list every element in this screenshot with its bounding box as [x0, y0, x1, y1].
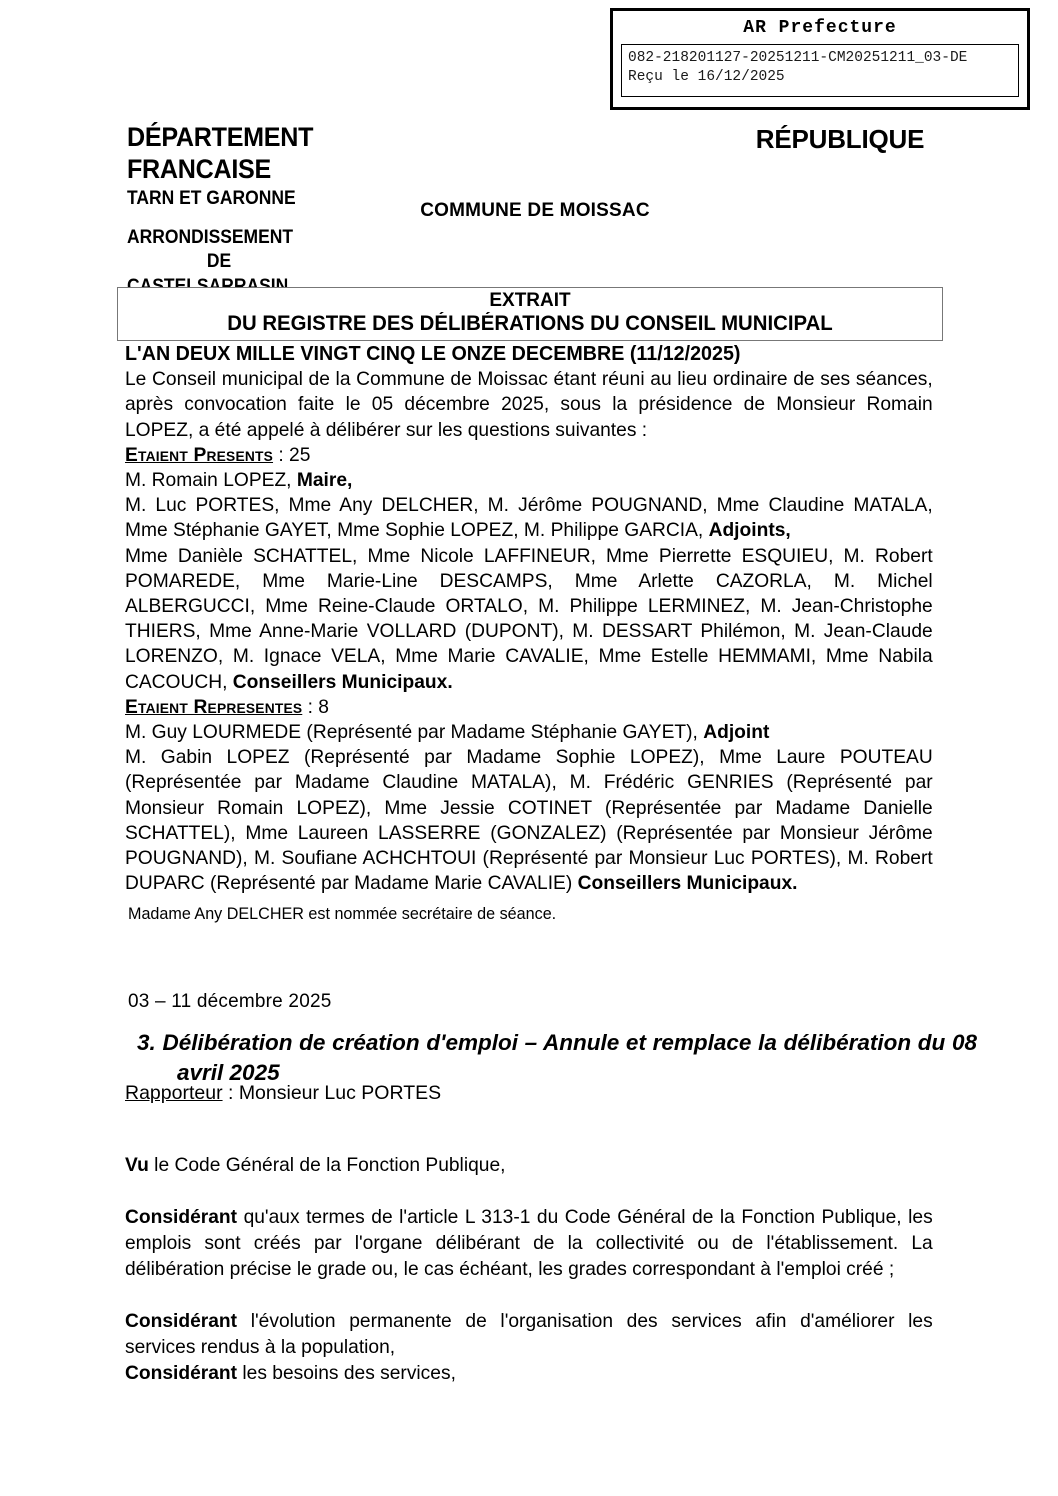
considerant-3-paragraph — [125, 1360, 933, 1386]
rapporteur-line — [125, 1082, 825, 1105]
rapporteur-value: : Monsieur Luc PORTES — [222, 1082, 442, 1104]
considerant-2-label: Considérant — [125, 1310, 238, 1332]
vu-paragraph — [125, 1152, 933, 1178]
vu-text: le Code Général de la Fonction Publique, — [148, 1154, 506, 1176]
presents-count: : 25 — [273, 443, 311, 466]
ar-stamp-received-date: Reçu le 16/12/2025 — [628, 69, 785, 86]
convocation-paragraph: Le Conseil municipal de la Commune de Moissac étant réuni au lieu ordinaire de ses séances, après convocation faite le 05 décembre 2025, sous la présidence de Monsieur Romain LOPEZ, a été appelé à délibérer sur les questions suivantes : — [125, 368, 933, 441]
represented-adjoint-name: M. Guy LOURMEDE (Représenté par Madame Stéphanie GAYET), — [125, 721, 704, 744]
extrait-title-box — [117, 287, 943, 341]
arrondissement-line-1: ARRONDISSEMENT — [127, 227, 294, 248]
ar-stamp-title: AR Prefecture — [743, 18, 897, 38]
represented-heading — [125, 695, 933, 720]
arrondissement-line-2: DE — [206, 251, 232, 273]
adjoints-label: Adjoints, — [708, 519, 791, 542]
maire-title: Maire, — [296, 469, 353, 492]
commune-header: COMMUNE DE MOISSAC — [420, 200, 650, 221]
presents-heading — [125, 443, 933, 468]
considerant-3-text: les besoins des services, — [237, 1362, 456, 1384]
extrait-subtitle: DU REGISTRE DES DÉLIBÉRATIONS DU CONSEIL MUNICIPAL — [227, 312, 833, 336]
deliberation-title-text: Délibération de création d'emploi – Annule et remplace la délibération du 08 avril 2025 — [162, 1030, 977, 1085]
ar-prefecture-stamp — [610, 8, 1030, 110]
deliberation-reference: 03 – 11 décembre 2025 — [128, 991, 332, 1012]
vu-label: Vu — [125, 1154, 149, 1176]
ar-stamp-details — [621, 44, 1019, 97]
represented-label: Etaient Representes — [125, 695, 303, 718]
considerant-1-text: qu'aux termes de l'article L 313-1 du Code Général de la Fonction Publique, les emplois sont créés par l'organe délibérant de la collectivité ou de l'établissement. La délibération précise le grade ou, le cas échéant, les grades correspondant à l'emploi créé ; — [125, 1206, 933, 1280]
represented-adjoint-line — [125, 720, 933, 745]
adjoints-line — [125, 493, 933, 543]
republique-header: RÉPUBLIQUE — [755, 124, 925, 154]
conseillers-label: Conseillers Municipaux. — [232, 670, 453, 693]
considerant-1-label: Considérant — [125, 1206, 238, 1228]
maire-name: M. Romain LOPEZ, — [125, 469, 297, 492]
considerant-2-paragraph — [125, 1308, 933, 1360]
spacer — [125, 1178, 933, 1204]
represented-conseillers-label: Conseillers Municipaux. — [577, 872, 798, 895]
deliberation-number: 3. — [137, 1030, 156, 1055]
department-line-1: DÉPARTEMENT — [127, 122, 314, 152]
represented-conseillers-line — [125, 745, 933, 896]
presents-label: Etaient Presents — [125, 443, 274, 466]
considerations-section — [125, 1152, 933, 1386]
department-line-2: FRANCAISE — [127, 153, 271, 184]
represented-conseillers-names: M. Gabin LOPEZ (Représenté par Madame Sophie LOPEZ), Mme Laure POUTEAU (Représentée par Madame Claudine MATALA), M. Frédéric GENRIES (Représenté par Monsieur Romain LOPEZ), Mme Jessie COTINET (Représentée par Madame Danielle SCHATTEL), Mme Laureen LASSERRE (GONZALEZ) (Représentée par Monsieur Jérôme POUGNAND), M. Soufiane ACHCHTOUI (Représenté par Monsieur Luc PORTES), M. Robert DUPARC (Représenté par Madame Marie CAVALIE) — [125, 746, 933, 895]
conseillers-names: Mme Danièle SCHATTEL, Mme Nicole LAFFINEUR, Mme Pierrette ESQUIEU, M. Robert POMAREDE, Mme Marie-Line DESCAMPS, Mme Arlette CAZORLA, M. Michel ALBERGUCCI, Mme Reine-Claude ORTALO, M. Philippe LERMINEZ, M. Jean-Christophe THIERS, Mme Anne-Marie VOLLARD (DUPONT), M. DESSART Philémon, M. Jean-Claude LORENZO, M. Ignace VELA, Mme Marie CAVALIE, Mme Estelle HEMMAMI, Mme Nabila CACOUCH, — [125, 544, 933, 693]
deliberation-preamble — [125, 342, 933, 896]
ar-stamp-reference: 082-218201127-20251211-CM20251211_03-DE — [628, 49, 968, 66]
department-header — [127, 122, 457, 211]
secretary-note: Madame Any DELCHER est nommée secrétaire de séance. — [128, 904, 557, 923]
represented-count: : 8 — [302, 695, 329, 718]
considerant-3-label: Considérant — [125, 1362, 238, 1384]
considerant-1-paragraph — [125, 1204, 933, 1282]
adjoints-names: M. Luc PORTES, Mme Any DELCHER, M. Jérôme POUGNAND, Mme Claudine MATALA, Mme Stéphanie GAYET, Mme Sophie LOPEZ, M. Philippe GARCIA, — [125, 494, 933, 542]
deliberation-title — [137, 1028, 977, 1088]
session-date-heading: L'AN DEUX MILLE VINGT CINQ LE ONZE DECEMBRE (11/12/2025) — [125, 343, 741, 365]
extrait-label: EXTRAIT — [489, 290, 571, 311]
maire-line — [125, 468, 933, 493]
represented-adjoint-label: Adjoint — [703, 721, 770, 744]
spacer — [125, 1282, 933, 1308]
department-name: TARN ET GARONNE — [127, 187, 296, 209]
considerant-2-text: l'évolution permanente de l'organisation des services afin d'améliorer les services rendus à la population, — [125, 1310, 933, 1358]
conseillers-line — [125, 544, 933, 695]
rapporteur-label: Rapporteur — [125, 1082, 223, 1104]
